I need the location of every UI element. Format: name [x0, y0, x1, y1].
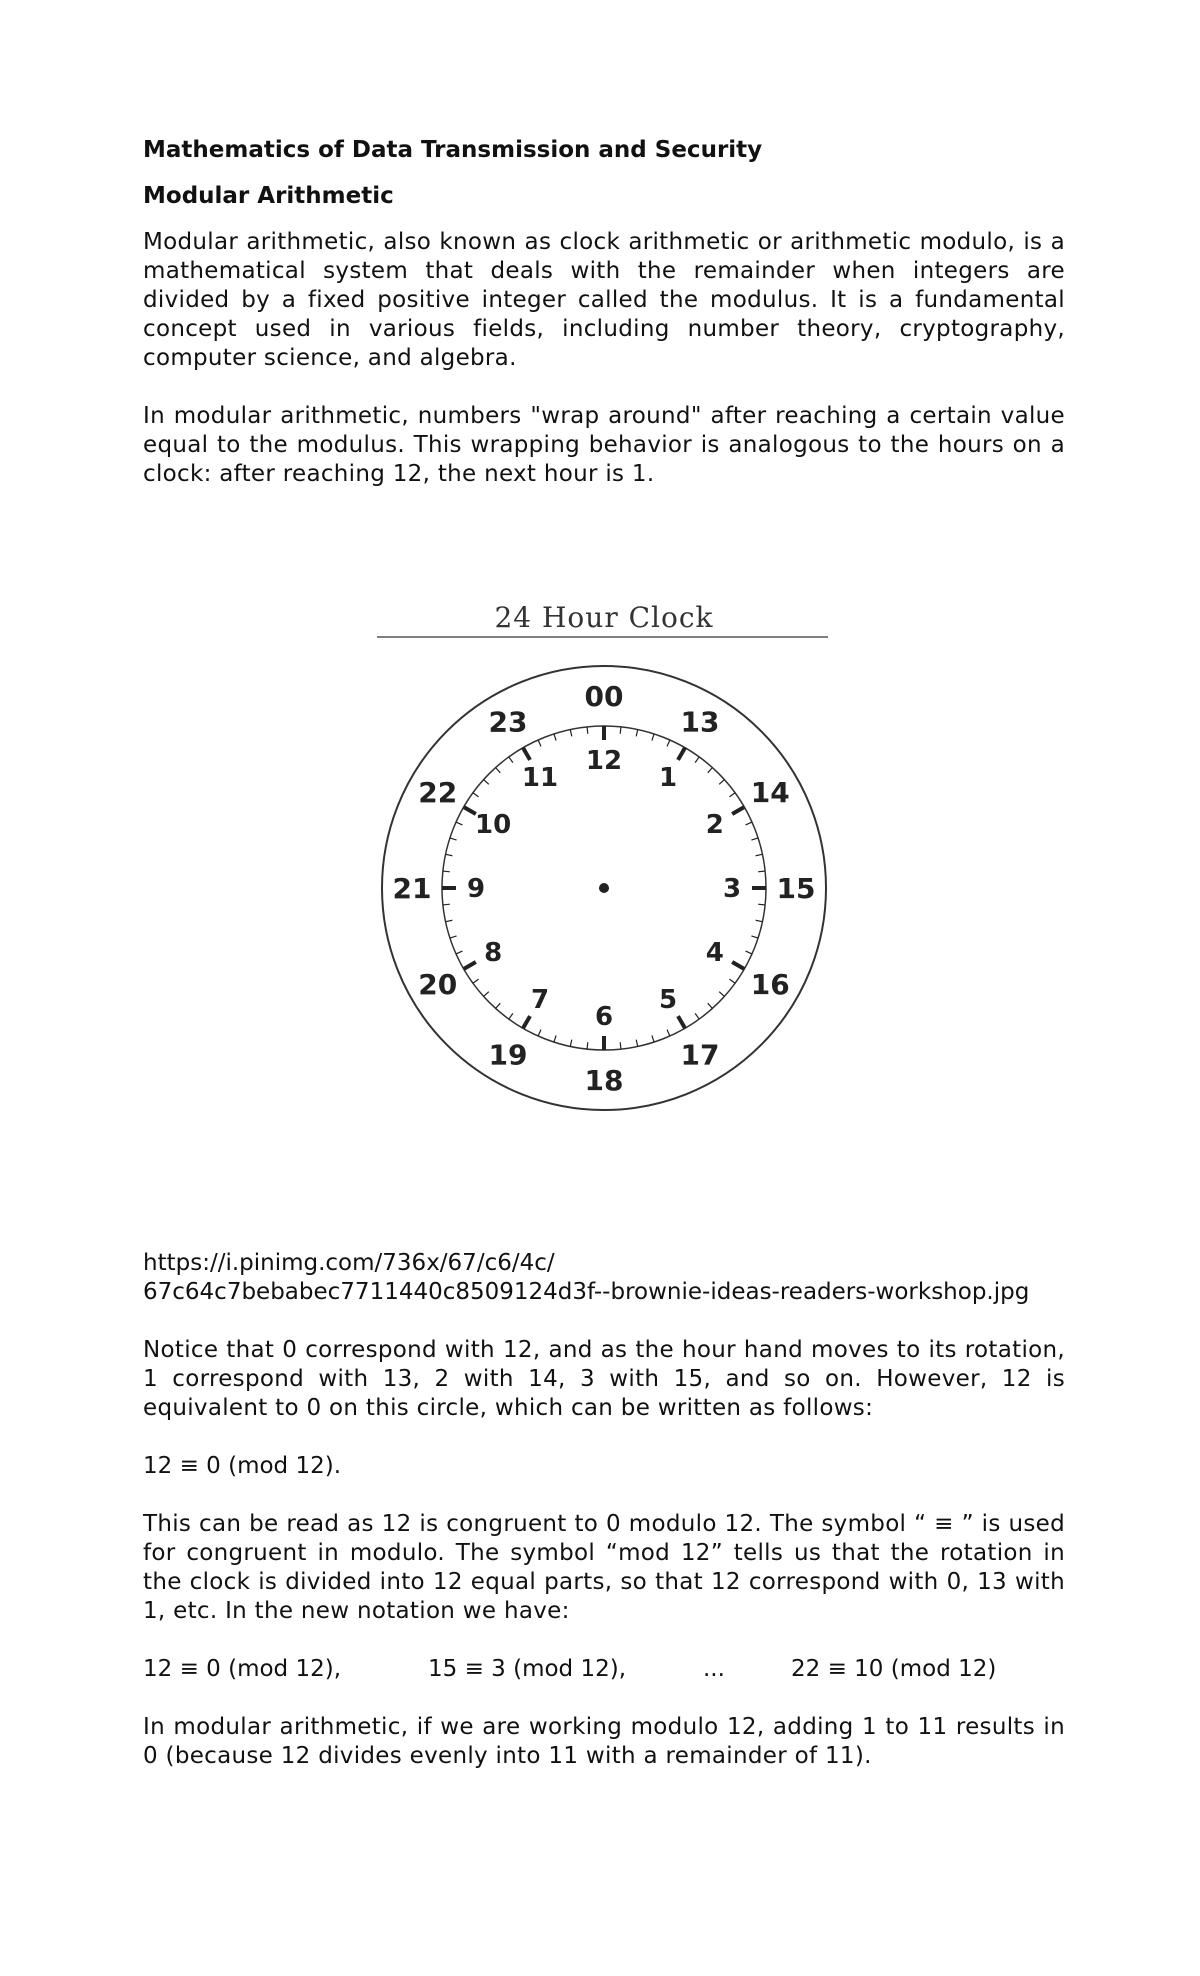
- clock-inner-number: 4: [705, 938, 724, 968]
- clock-inner-number: 3: [722, 874, 742, 904]
- clock-minute-tick: [554, 734, 556, 741]
- clock-minute-tick: [446, 920, 453, 921]
- clock-minute-tick: [746, 822, 752, 825]
- equation-a: 12 ≡ 0 (mod 12),: [143, 1656, 342, 1682]
- clock-inner-number: 10: [475, 810, 512, 840]
- paragraph-intro: Modular arithmetic, also known as clock arithmetic or arithmetic modulo, is a mathematical system that deals with the remainder when integers are divided by a fixed positive integer called the modulus. It is a fundamental concept used in various fields, including number theory, cryptography, computer science, and algebra.: [143, 229, 1065, 371]
- clock-minute-tick: [509, 757, 513, 763]
- document-title: Mathematics of Data Transmission and Security: [143, 137, 763, 163]
- clock-minute-tick: [719, 780, 724, 785]
- clock-minute-tick: [570, 1040, 571, 1047]
- clock-minute-tick: [587, 727, 588, 734]
- clock-outer-number: 15: [776, 872, 816, 905]
- clock-hour-tick: [732, 807, 744, 814]
- clock-minute-tick: [708, 1003, 713, 1008]
- clock-figure: [143, 489, 1065, 1249]
- equation-12-mod-12: 12 ≡ 0 (mod 12).: [143, 1453, 342, 1479]
- clock-minute-tick: [620, 1042, 621, 1049]
- clock-minute-tick: [758, 904, 765, 905]
- clock-minute-tick: [708, 768, 713, 773]
- clock-outer-number: 23: [488, 705, 528, 739]
- source-line-2: 67c64c7bebabec7711440c8509124d3f--brownie-ideas-readers-workshop.jpg: [143, 1279, 1030, 1305]
- clock-outer-number: 22: [418, 776, 458, 809]
- clock-outer-number: 13: [680, 705, 720, 739]
- clock-outer-number: 17: [680, 1038, 720, 1072]
- clock-minute-tick: [587, 1042, 588, 1049]
- paragraph-congruent: This can be read as 12 is congruent to 0 modulo 12. The symbol “ ≡ ” is used for congruent in modulo. The symbol “mod 12” tells us that the rotation in the clock is divided into 12 equal parts, so that 12 correspond with 0, 13 with 1, etc. In the new notation we have:: [143, 1511, 1065, 1624]
- clock-hour-tick: [464, 962, 476, 969]
- clock-minute-tick: [695, 1013, 699, 1019]
- document-page: [143, 136, 1065, 1771]
- equation-c: 22 ≡ 10 (mod 12): [791, 1656, 997, 1682]
- clock-center-dot: [599, 883, 609, 893]
- clock-minute-tick: [652, 1035, 654, 1042]
- clock-minute-tick: [484, 780, 489, 785]
- clock-inner-number: 7: [530, 984, 550, 1015]
- clock-caption: 24 Hour Clock: [494, 601, 714, 634]
- clock-minute-tick: [509, 1013, 513, 1019]
- clock-inner-number: 5: [658, 984, 678, 1015]
- clock-minute-tick: [473, 793, 479, 797]
- equation-b: 15 ≡ 3 (mod 12),: [428, 1656, 627, 1682]
- paragraph-adding: In modular arithmetic, if we are working modulo 12, adding 1 to 11 results in 0 (because 12 divides evenly into 11 with a remainder of 11).: [143, 1714, 1065, 1769]
- clock-minute-tick: [496, 1003, 501, 1008]
- clock-minute-tick: [446, 854, 453, 855]
- clock-inner-number: 6: [594, 1002, 614, 1032]
- clock-inner-number: 9: [466, 874, 486, 904]
- source-line-1: https://i.pinimg.com/736x/67/c6/4c/: [143, 1250, 555, 1276]
- clock-minute-tick: [620, 727, 621, 734]
- clock-minute-tick: [756, 854, 763, 855]
- clock-minute-tick: [746, 951, 752, 954]
- clock-minute-tick: [719, 992, 724, 997]
- clock-minute-tick: [450, 936, 457, 938]
- clock-outer-number: 18: [584, 1064, 624, 1097]
- equation-ellipsis: ...: [703, 1656, 725, 1682]
- clock-inner-number: 12: [585, 746, 623, 776]
- clock-minute-tick: [538, 1030, 541, 1036]
- clock-outer-number: 21: [392, 872, 432, 905]
- clock-outer-number: 20: [418, 968, 458, 1001]
- clock-hour-tick: [678, 1016, 685, 1028]
- clock-minute-tick: [456, 951, 462, 954]
- clock-hour-tick: [678, 748, 685, 760]
- clock-minute-tick: [496, 768, 501, 773]
- clock-minute-tick: [484, 992, 489, 997]
- clock-minute-tick: [443, 904, 450, 905]
- clock-outer-number: 16: [750, 968, 790, 1001]
- clock-minute-tick: [667, 740, 670, 746]
- clock-hour-tick: [523, 748, 530, 760]
- clock-minute-tick: [652, 734, 654, 741]
- clock-inner-number: 8: [484, 938, 503, 968]
- clock-minute-tick: [473, 979, 479, 983]
- clock-minute-tick: [729, 793, 735, 797]
- clock-inner-number: 1: [658, 763, 678, 794]
- clock-minute-tick: [667, 1030, 670, 1036]
- paragraph-wrap-around: In modular arithmetic, numbers "wrap around" after reaching a certain value equal to the modulus. This wrapping behavior is analogous to the hours on a clock: after reaching 12, the next hour is 1.: [143, 403, 1065, 487]
- equation-row: [143, 1655, 1065, 1684]
- clock-minute-tick: [450, 838, 457, 840]
- image-source-url: [143, 1249, 1065, 1307]
- clock-outer-number: 00: [584, 680, 624, 713]
- clock-inner-number: 11: [521, 763, 559, 794]
- clock-minute-tick: [751, 936, 758, 938]
- clock-minute-tick: [751, 838, 758, 840]
- clock-minute-tick: [636, 730, 637, 737]
- clock-illustration: [143, 489, 1065, 1249]
- paragraph-notice: Notice that 0 correspond with 12, and as the hour hand moves to its rotation, 1 correspond with 13, 2 with 14, 3 with 15, and so on. However, 12 is equivalent to 0 on this circle, which can be written as follows:: [143, 1337, 1065, 1421]
- clock-hour-tick: [464, 807, 476, 814]
- clock-inner-number: 2: [705, 810, 724, 840]
- clock-minute-tick: [636, 1040, 637, 1047]
- clock-hour-tick: [523, 1016, 530, 1028]
- clock-minute-tick: [538, 740, 541, 746]
- clock-minute-tick: [756, 920, 763, 921]
- clock-outer-number: 14: [750, 776, 790, 809]
- clock-minute-tick: [729, 979, 735, 983]
- clock-minute-tick: [456, 822, 462, 825]
- clock-hour-tick: [732, 962, 744, 969]
- clock-minute-tick: [570, 730, 571, 737]
- section-heading: Modular Arithmetic: [143, 183, 394, 209]
- clock-outer-number: 19: [488, 1038, 528, 1072]
- clock-minute-tick: [554, 1035, 556, 1042]
- clock-minute-tick: [758, 871, 765, 872]
- clock-minute-tick: [695, 757, 699, 763]
- clock-minute-tick: [443, 871, 450, 872]
